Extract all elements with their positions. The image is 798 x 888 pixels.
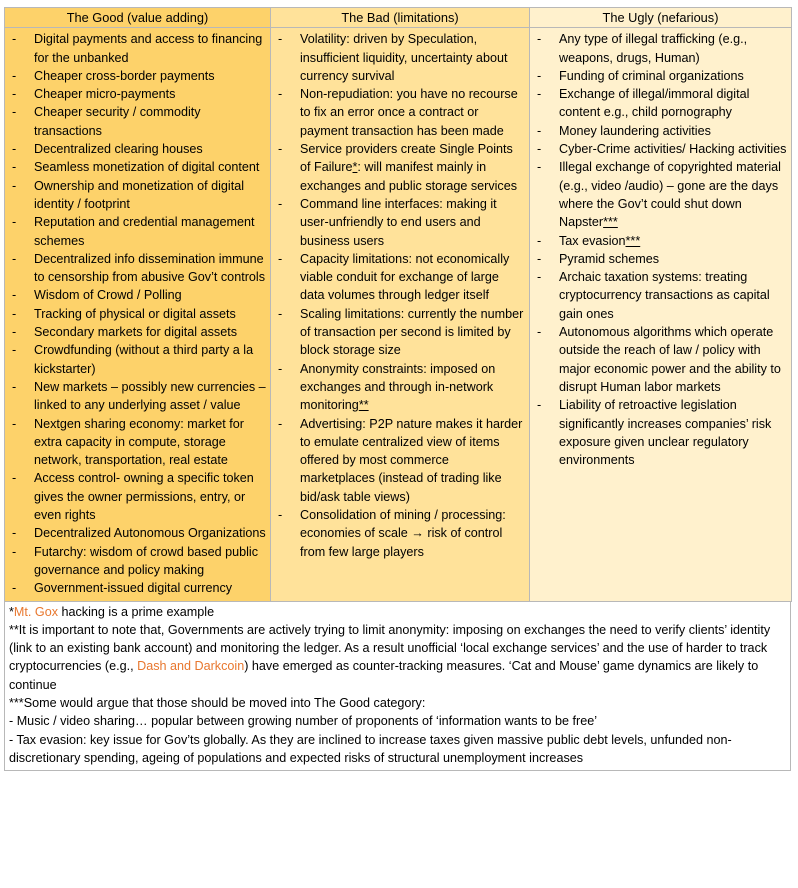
bullet-dash: - <box>12 544 17 559</box>
bullet-dash: - <box>278 361 283 376</box>
good-item-text: Wisdom of Crowd / Polling <box>34 288 182 303</box>
bad-item <box>274 30 526 85</box>
bullet-dash: - <box>278 508 283 523</box>
good-item-text: Cheaper micro-payments <box>34 87 176 102</box>
bad-item-text: Consolidation of mining / processing: economies of scale → risk of control from few large players <box>300 508 506 559</box>
bullet-dash: - <box>12 325 17 340</box>
ugly-item <box>533 396 788 469</box>
bullet-dash: - <box>537 325 542 340</box>
good-item-text: Access control- owning a specific token gives the owner permissions, entry, or even rights <box>34 471 254 523</box>
good-list <box>8 30 267 597</box>
bullet-dash: - <box>537 270 542 285</box>
good-item <box>8 323 267 341</box>
good-item-text: Government-issued digital currency <box>34 581 233 596</box>
bad-item-text: Anonymity constraints: imposed on exchanges and through in-network monitoring <box>300 361 496 413</box>
bullet-dash: - <box>537 160 542 175</box>
bullet-dash: - <box>537 233 542 248</box>
bullet-dash: - <box>278 251 283 266</box>
good-item <box>8 579 267 597</box>
good-item-text: Decentralized Autonomous Organizations <box>34 526 266 541</box>
good-item <box>8 158 267 176</box>
good-item <box>8 469 267 524</box>
bullet-dash: - <box>12 581 17 596</box>
bullet-dash: - <box>12 471 17 486</box>
bullet-dash: - <box>537 32 542 47</box>
bad-item-text: Capacity limitations: not economically viable conduit for exchange of large data volumes through ledger itself <box>300 251 510 303</box>
bullet-dash: - <box>12 379 17 394</box>
footnote-ref[interactable]: *** <box>625 233 641 248</box>
bullet-dash: - <box>537 123 542 138</box>
ugly-item <box>533 232 788 250</box>
good-item-text: Futarchy: wisdom of crowd based public governance and policy making <box>34 544 258 577</box>
good-item <box>8 524 267 542</box>
bad-list <box>274 30 526 561</box>
good-item-text: Ownership and monetization of digital identity / footprint <box>34 178 245 211</box>
footnote-1 <box>9 603 786 621</box>
good-item <box>8 543 267 580</box>
ugly-item <box>533 30 788 67</box>
good-item-text: Reputation and credential management schemes <box>34 215 255 248</box>
footnote-2-text-b: ) have emerged as counter-tracking measures. ‘Cat and Mouse’ game dynamics are likely to continue <box>9 659 759 692</box>
ugly-item <box>533 67 788 85</box>
good-item <box>8 286 267 304</box>
bullet-dash: - <box>12 215 17 230</box>
bad-item <box>274 250 526 305</box>
bullet-dash: - <box>537 142 542 157</box>
footnote-1-text: hacking is a prime example <box>58 604 215 619</box>
ugly-item <box>533 85 788 122</box>
footnote-ref[interactable]: ** <box>358 398 369 413</box>
ugly-list <box>533 30 788 469</box>
bad-item <box>274 415 526 506</box>
footnote-1-marker: * <box>9 604 14 619</box>
bad-item <box>274 195 526 250</box>
good-item <box>8 305 267 323</box>
ugly-item <box>533 250 788 268</box>
bad-item-text: Service providers create Single Points of Failure <box>300 142 513 175</box>
bullet-dash: - <box>12 306 17 321</box>
bullet-dash: - <box>12 251 17 266</box>
bullet-dash: - <box>12 68 17 83</box>
bullet-dash: - <box>12 288 17 303</box>
content-row <box>5 28 792 601</box>
good-item <box>8 103 267 140</box>
good-item-text: Digital payments and access to financing for the unbanked <box>34 32 263 65</box>
ugly-item-text: Autonomous algorithms which operate outside the reach of law / policy with major economic power and the ability to disrupt Human labor markets <box>559 325 781 394</box>
good-item <box>8 341 267 378</box>
good-item-text: Tracking of physical or digital assets <box>34 306 236 321</box>
ugly-item-text: Liability of retroactive legislation significantly increases companies’ risk exposure given unclear regulatory environments <box>559 398 772 468</box>
bad-item <box>274 506 526 561</box>
bad-item-text: Volatility: driven by Speculation, insufficient liquidity, uncertainty about currency survival <box>300 32 508 83</box>
good-item <box>8 30 267 67</box>
ugly-item <box>533 122 788 140</box>
bullet-dash: - <box>278 306 283 321</box>
bad-item-text-tail: : will manifest mainly in exchanges and public storage services <box>300 160 518 193</box>
bullet-dash: - <box>278 32 283 47</box>
good-item <box>8 415 267 470</box>
bullet-dash: - <box>12 87 17 102</box>
bad-item <box>274 85 526 140</box>
footnote-2-text-a: **It is important to note that, Governments are actively trying to limit anonymity: imposing on exchanges the need to verify clients’ identity (link to an existing bank account) and monitoring the ledger. As a result unofficial ‘local exchange services’ and the use of harder to track cryptocurrencies (e.g., <box>9 622 771 674</box>
ugly-item <box>533 323 788 396</box>
good-item-text: Cheaper cross-border payments <box>34 68 215 83</box>
good-item <box>8 85 267 103</box>
bullet-dash: - <box>12 416 17 431</box>
ugly-column <box>530 28 792 601</box>
bad-item-text: Non-repudiation: you have no recourse to fix an error once a contract or payment transaction has been made <box>300 87 518 138</box>
ugly-item-text: Any type of illegal trafficking (e.g., weapons, drugs, Human) <box>559 32 748 65</box>
ugly-item-text: Pyramid schemes <box>559 251 660 266</box>
dash-darkcoin-link[interactable]: Dash and Darkcoin <box>137 659 245 674</box>
bullet-dash: - <box>12 142 17 157</box>
bullet-dash: - <box>278 196 283 211</box>
ugly-item-text: Illegal exchange of copyrighted material (e.g., video /audio) – gone are the days where the Gov’t could shut down Napster <box>559 160 781 230</box>
footnote-2 <box>9 621 786 694</box>
good-item-text: Nextgen sharing economy: market for extra capacity in compute, storage network, transportation, real estate <box>34 416 244 468</box>
good-item-text: Secondary markets for digital assets <box>34 325 237 340</box>
good-item <box>8 213 267 250</box>
good-item <box>8 140 267 158</box>
mt-gox-link[interactable]: Mt. Gox <box>13 604 58 619</box>
bad-item <box>274 305 526 360</box>
good-bad-ugly-table <box>4 7 792 602</box>
bullet-dash: - <box>278 87 283 102</box>
bullet-dash: - <box>537 251 542 266</box>
footnote-ref[interactable]: *** <box>603 215 618 230</box>
bullet-dash: - <box>12 32 17 47</box>
good-item <box>8 250 267 287</box>
good-item-text: Cheaper security / commodity transactions <box>34 105 201 138</box>
good-item <box>8 67 267 85</box>
good-item <box>8 378 267 415</box>
ugly-item <box>533 268 788 323</box>
footnote-3-music: - Music / video sharing… popular between growing number of proponents of ‘information wants to be free’ <box>9 714 598 729</box>
header-good: The Good (value adding) <box>5 8 271 28</box>
bullet-dash: - <box>12 343 17 358</box>
comparison-document <box>4 7 791 771</box>
bad-item-text: Command line interfaces: making it user-unfriendly to end users and business users <box>300 196 497 248</box>
ugly-item <box>533 158 788 231</box>
bullet-dash: - <box>278 142 283 157</box>
bullet-dash: - <box>278 416 283 431</box>
good-item-text: Crowdfunding (without a third party a la kickstarter) <box>34 343 254 376</box>
ugly-item-text: Exchange of illegal/immoral digital content e.g., child pornography <box>559 87 750 120</box>
good-item-text: Seamless monetization of digital content <box>34 160 260 175</box>
bad-item <box>274 360 526 415</box>
bullet-dash: - <box>12 178 17 193</box>
bullet-dash: - <box>537 68 542 83</box>
bullet-dash: - <box>12 160 17 175</box>
ugly-item-text: Tax evasion <box>559 233 626 248</box>
header-row <box>5 8 792 28</box>
bullet-dash: - <box>537 398 542 413</box>
bullet-dash: - <box>12 526 17 541</box>
bad-item <box>274 140 526 195</box>
header-bad: The Bad (limitations) <box>271 8 530 28</box>
bullet-dash: - <box>12 105 17 120</box>
good-item <box>8 177 267 214</box>
good-column <box>5 28 271 601</box>
bad-column <box>271 28 530 601</box>
ugly-item-text: Cyber-Crime activities/ Hacking activities <box>559 142 787 157</box>
good-item-text: Decentralized clearing houses <box>34 142 203 157</box>
ugly-item-text: Funding of criminal organizations <box>559 68 744 83</box>
footnote-ref[interactable]: * <box>352 160 358 175</box>
footnotes <box>4 602 791 772</box>
header-ugly: The Ugly (nefarious) <box>530 8 792 28</box>
good-item-text: New markets – possibly new currencies – linked to any underlying asset / value <box>34 379 266 413</box>
bullet-dash: - <box>537 87 542 102</box>
ugly-item-text: Archaic taxation systems: treating cryptocurrency transactions as capital gain ones <box>559 270 770 321</box>
bad-item-text: Scaling limitations: currently the number of transaction per second is limited by block storage size <box>300 306 524 358</box>
ugly-item <box>533 140 788 158</box>
footnote-3: ***Some would argue that those should be moved into The Good category: <box>9 695 426 710</box>
footnote-3-tax: - Tax evasion: key issue for Gov’ts globally. As they are inclined to increase taxes given massive public debt levels, unfunded non-discretionary spending, ageing of populations and expected risks of structural unemployment increases <box>9 732 732 765</box>
bad-item-text: Advertising: P2P nature makes it harder to emulate centralized view of items offered by most commerce marketplaces (instead of trading like bid/ask table views) <box>300 416 523 504</box>
good-item-text: Decentralized info dissemination immune to censorship from abusive Gov’t controls <box>34 251 265 285</box>
ugly-item-text: Money laundering activities <box>559 123 711 138</box>
